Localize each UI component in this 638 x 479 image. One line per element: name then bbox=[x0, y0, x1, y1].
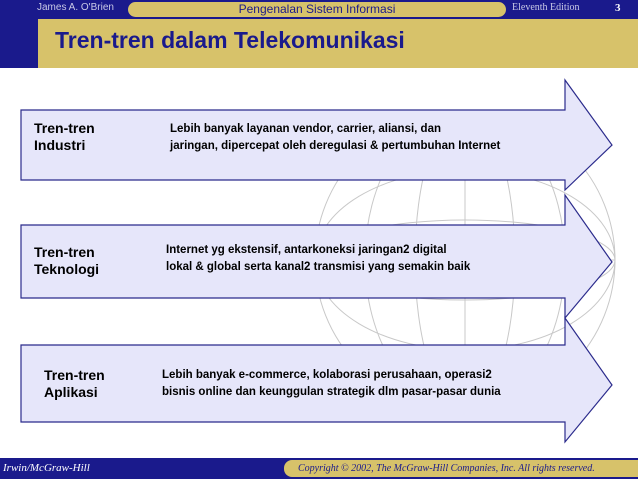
publisher-label: Irwin/McGraw-Hill bbox=[3, 462, 90, 474]
trend-description-teknologi: Internet yg ekstensif, antarkoneksi jaringan2 digital lokal & global serta kanal2 transmisi yang semakin baik bbox=[166, 244, 471, 273]
author-name: James A. O'Brien bbox=[37, 2, 114, 13]
copyright-notice: Copyright © 2002, The McGraw-Hill Companies, Inc. All rights reserved. bbox=[284, 460, 638, 477]
footer-bar bbox=[0, 458, 638, 479]
trend-description-aplikasi: Lebih banyak e-commerce, kolaborasi perusahaan, operasi2 bisnis online dan keunggulan strategik dlm pasar-pasar dunia bbox=[162, 369, 501, 398]
slide-title: Tren-tren dalam Telekomunikasi bbox=[55, 27, 405, 53]
trend-label-industri: Tren-tren Industri bbox=[34, 120, 95, 153]
trend-label-teknologi: Tren-tren Teknologi bbox=[34, 244, 100, 277]
trend-label-aplikasi: Tren-tren Aplikasi bbox=[44, 367, 105, 400]
edition-label: Eleventh Edition bbox=[512, 2, 580, 13]
course-title: Pengenalan Sistem Informasi bbox=[128, 2, 506, 17]
page-number: 3 bbox=[615, 2, 621, 14]
trend-description-industri: Lebih banyak layanan vendor, carrier, aliansi, dan jaringan, dipercepat oleh deregulasi & pertumbuhan Internet bbox=[170, 123, 501, 152]
